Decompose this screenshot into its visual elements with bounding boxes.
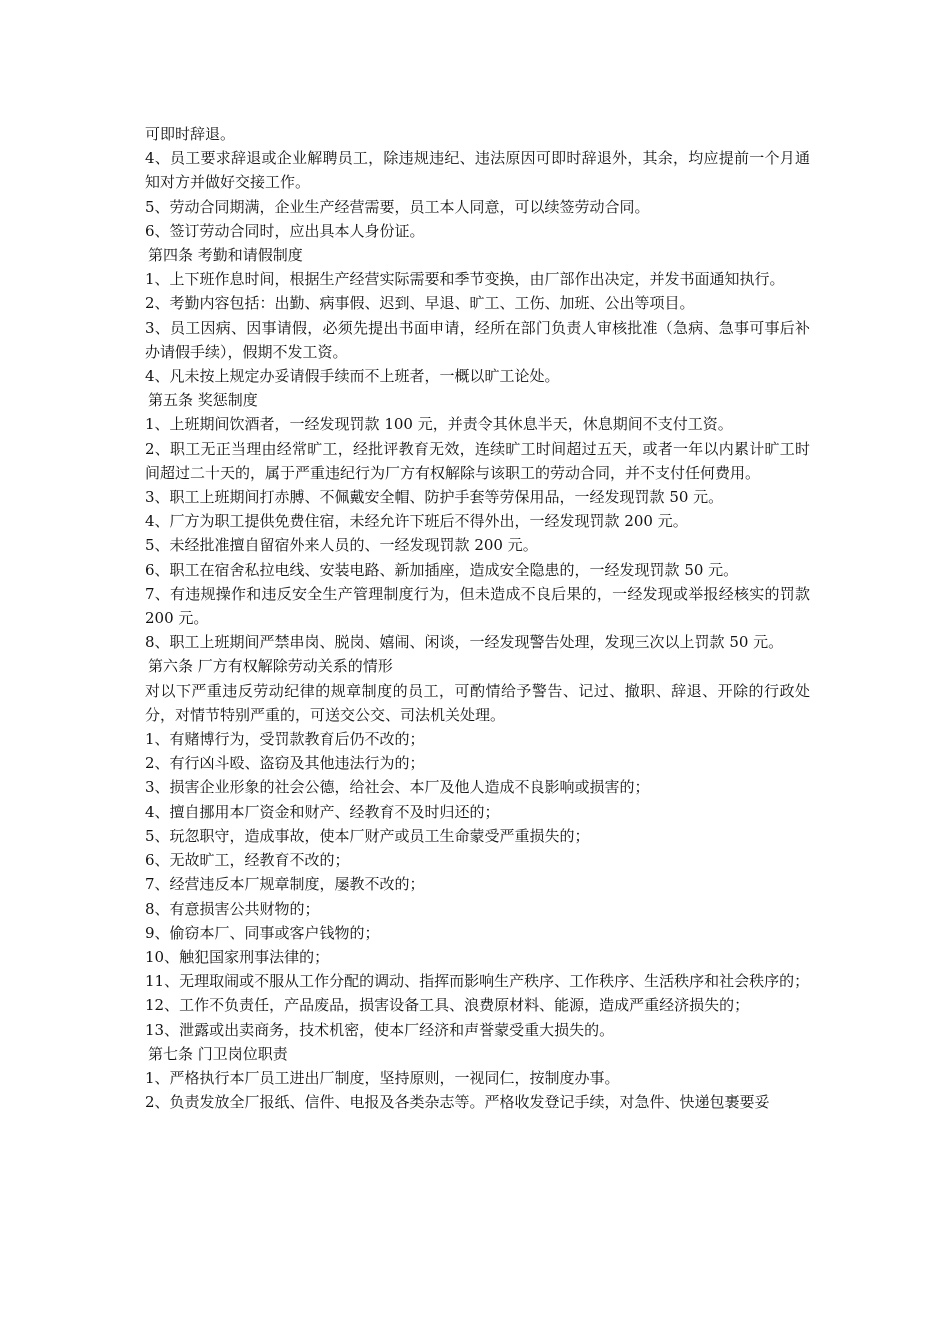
clause-item: 5、劳动合同期满，企业生产经营需要，员工本人同意，可以续签劳动合同。: [145, 197, 650, 216]
clause-item: 8、有意损害公共财物的；: [145, 899, 320, 918]
clause-item: 4、凡未按上规定办妥请假手续而不上班者，一概以旷工论处。: [145, 367, 560, 386]
document-page: [145, 122, 810, 1114]
clause-item: 13、泄露或出卖商务，技术机密，使本厂经济和声誉蒙受重大损失的。: [145, 1020, 615, 1039]
clause-item: 12、工作不负责任，产品废品，损害设备工具、浪费原材料、能源，造成严重经济损失的；: [145, 996, 750, 1015]
clause-item: 6、职工在宿舍私拉电线、安装电路、新加插座，造成安全隐患的，一经发现罚款 50 元。: [145, 560, 739, 579]
clause-item: 1、有赌博行为，受罚款教育后仍不改的；: [145, 730, 425, 749]
continuation-line: 可即时辞退。: [145, 125, 236, 143]
clause-item: 3、损害企业形象的社会公德，给社会、本厂及他人造成不良影响或损害的；: [145, 778, 650, 797]
clause-item: 1、严格执行本厂员工进出厂制度，坚持原则，一视同仁，按制度办事。: [145, 1068, 620, 1087]
clause-item: 3、员工因病、因事请假，必须先提出书面申请，经所在部门负责人审核批准（急病、急事可事后补办请假手续），假期不发工资。: [145, 318, 810, 361]
article-heading: 第四条 考勤和请假制度: [148, 246, 303, 265]
clause-item: 9、偷窃本厂、同事或客户钱物的；: [145, 923, 380, 942]
clause-item: 2、职工无正当理由经常旷工，经批评教育无效，连续旷工时间超过五天，或者一年以内累计旷工时间超过二十天的，属于严重违纪行为厂方有权解除与该职工的劳动合同，并不支付任何费用。: [145, 439, 810, 482]
article-heading: 第六条 厂方有权解除劳动关系的情形: [148, 657, 393, 676]
clause-item: 4、擅自挪用本厂资金和财产、经教育不及时归还的；: [145, 802, 500, 821]
clause-item: 4、厂方为职工提供免费住宿，未经允许下班后不得外出，一经发现罚款 200 元。: [145, 512, 688, 531]
article-heading: 第七条 门卫岗位职责: [148, 1044, 288, 1063]
clause-item: 11、无理取闹或不服从工作分配的调动、指挥而影响生产秩序、工作秩序、生活秩序和社会秩序的；: [145, 972, 810, 991]
clause-item: 3、职工上班期间打赤膊、不佩戴安全帽、防护手套等劳保用品，一经发现罚款 50 元。: [145, 488, 724, 507]
article-heading: 第五条 奖惩制度: [148, 391, 258, 410]
intro-paragraph: 对以下严重违反劳动纪律的规章制度的员工，可酌情给予警告、记过、撤职、辞退、开除的行政处分，对情节特别严重的，可送交公交、司法机关处理。: [145, 681, 810, 724]
clause-item: 5、玩忽职守，造成事故，使本厂财产或员工生命蒙受严重损失的；: [145, 826, 590, 845]
clause-item: 6、无故旷工，经教育不改的；: [145, 851, 350, 870]
clause-item: 2、考勤内容包括：出勤、病事假、迟到、早退、旷工、工伤、加班、公出等项目。: [145, 294, 695, 313]
clause-item: 6、签订劳动合同时，应出具本人身份证。: [145, 221, 425, 240]
clause-item: 10、触犯国家刑事法律的；: [145, 947, 330, 966]
clause-item: 4、员工要求辞退或企业解聘员工，除违规违纪、违法原因可即时辞退外，其余，均应提前一个月通知对方并做好交接工作。: [145, 149, 810, 192]
clause-item: 5、未经批准擅自留宿外来人员的、一经发现罚款 200 元。: [145, 536, 538, 555]
clause-item: 1、上下班作息时间，根据生产经营实际需要和季节变换，由厂部作出决定，并发书面通知执行。: [145, 270, 785, 289]
clause-item: 2、有行凶斗殴、盗窃及其他违法行为的；: [145, 754, 425, 773]
clause-item: 2、负责发放全厂报纸、信件、电报及各类杂志等。严格收发登记手续，对急件、快递包裹要妥: [145, 1093, 770, 1112]
clause-item: 7、经营违反本厂规章制度，屡教不改的；: [145, 875, 425, 894]
clause-item: 1、上班期间饮酒者，一经发现罚款 100 元，并责令其休息半天，休息期间不支付工资。: [145, 415, 733, 434]
clause-item: 7、有违规操作和违反安全生产管理制度行为，但未造成不良后果的，一经发现或举报经核实的罚款 200 元。: [145, 584, 810, 628]
clause-item: 8、职工上班期间严禁串岗、脱岗、嬉闹、闲谈，一经发现警告处理，发现三次以上罚款 50 元。: [145, 633, 784, 652]
